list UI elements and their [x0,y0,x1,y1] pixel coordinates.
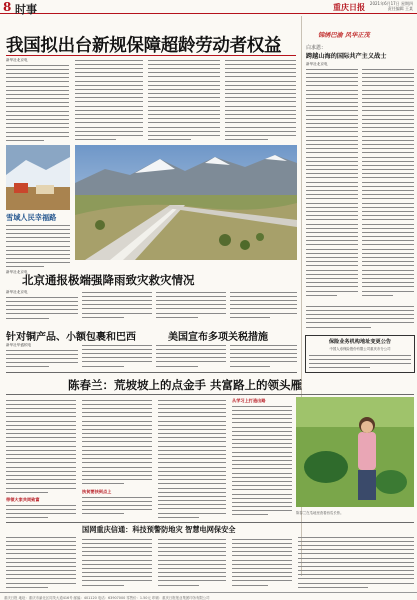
feature-text-col2 [82,398,152,488]
snow-headline: 雪域人民幸福路 [6,213,57,222]
column-name: 白求恩： [306,45,327,51]
flood-text-col4 [230,290,297,323]
brand-line: 锦绣巴渝 风华正茂 [318,32,370,39]
lead-headline: 我国拟出台新规保障超龄劳动者权益 [6,36,282,56]
bottom-text-col5 [298,535,414,590]
text-line [6,138,44,142]
text-line [6,365,49,369]
right-byline: 新华社北京电 [306,62,328,66]
flood-text-col1 [6,295,78,323]
date-text: 2021年6月17日 星期四 [369,1,413,6]
feature-text-col4 [232,404,292,520]
text-line [82,482,124,486]
copper-headline: 针对铜产品、小额包裹和巴西 [6,332,136,343]
text-line [158,515,199,519]
text-line [6,585,48,589]
text-line [82,583,124,587]
right-headline: 跨越山海的国际共产主义战士 [306,53,387,60]
feature-headline: 陈春兰：荒坡坡上的点金手 共富路上的领头雁 [68,378,303,392]
bottom-text-col4 [232,537,292,590]
snow-village-image [6,145,70,210]
right-text-lower [306,304,414,330]
copper-text-col3 [156,343,226,370]
masthead: 重庆日报 [333,2,365,12]
text-line [75,138,116,142]
feature-text-col1b [6,503,76,520]
feature-text-col3 [158,398,226,520]
editor-text: 责任编辑 王某 [387,6,413,11]
highway-photo [75,145,297,260]
text-line [309,366,370,370]
date-line [370,1,413,11]
feature-text-col2b [82,495,152,520]
text-line [82,512,124,516]
feature-subhead-2: 从学习上打造出路 [232,398,266,403]
flood-text-col3 [156,290,226,323]
text-line [362,293,393,297]
feature-subhead-1: 扶贫要扶到点上 [82,489,112,494]
watermelon-farmer-image [296,397,414,507]
flood-prevention-headline: 国网重庆信通：科技预警防地灾 智慧电网保安全 [82,525,236,534]
us-tariff-headline: 美国宣布多项关税措施 [168,332,268,343]
text-line [6,265,44,269]
flood-headline: 北京通报极端强降雨致灾救灾情况 [22,273,195,287]
right-text-col2 [362,67,414,302]
lead-text-col2 [75,58,143,143]
copper-text-col1 [6,348,78,370]
text-line [82,315,124,319]
text-line [225,138,268,142]
text-line [82,364,124,368]
feature-subhead-3: 带领大家共同致富 [6,497,40,502]
lead-text-col1 [6,63,69,143]
snow-byline: 新华社北京电 [6,270,28,274]
copper-byline: 新华社华盛顿电 [6,343,32,347]
text-line [6,516,48,520]
text-line [298,585,368,589]
page-number: 8 [3,0,12,14]
feature-rule [6,394,414,395]
bottom-rule [6,522,414,523]
text-line [6,490,48,494]
text-line [156,364,198,368]
notice-title: 保险业务机构地址变更公告 [328,339,392,345]
bottom-text-col1 [6,535,76,590]
bottom-text-col2 [82,537,152,590]
feature-text-col1 [6,398,76,496]
text-line [306,325,371,329]
page-footer: 重庆日报 地址：重庆市渝北区同茂大道416号 邮编：401120 电话：63907000 零售价：1.50元 印刷：重庆日报报业集团印务有限公司 [0,592,417,600]
text-line [306,293,337,297]
text-line [232,513,268,517]
notice-text [309,353,411,373]
right-text-col1 [306,67,358,302]
text-line [230,364,270,368]
copper-text-col4 [230,343,297,370]
lead-byline: 新华社北京电 [6,58,28,62]
text-line [148,138,191,142]
text-line [232,583,268,587]
lead-text-col4 [225,58,296,143]
headline-rule [6,55,296,56]
flood-text-col2 [82,290,152,323]
text-line [6,316,49,320]
insurance-notice [305,335,415,373]
flood-byline: 新华社北京电 [6,290,28,294]
snow-village-photo [6,145,70,210]
watermelon-photo [296,397,414,507]
section-name: 时事 [15,3,37,16]
lead-text-col3 [148,58,220,143]
copper-text-col2 [82,343,152,370]
feature-photo-caption: 陈春兰在瓜地里查看西瓜长势。 [296,511,344,515]
snow-text [6,223,70,270]
text-line [230,315,270,319]
text-line [158,583,199,587]
bottom-text-col3 [158,537,226,590]
section-rule [6,372,297,373]
highway-landscape-image [75,145,297,260]
notice-subtitle: 中国人寿保险股份有限公司重庆市分公司 [329,347,391,351]
text-line [156,315,198,319]
